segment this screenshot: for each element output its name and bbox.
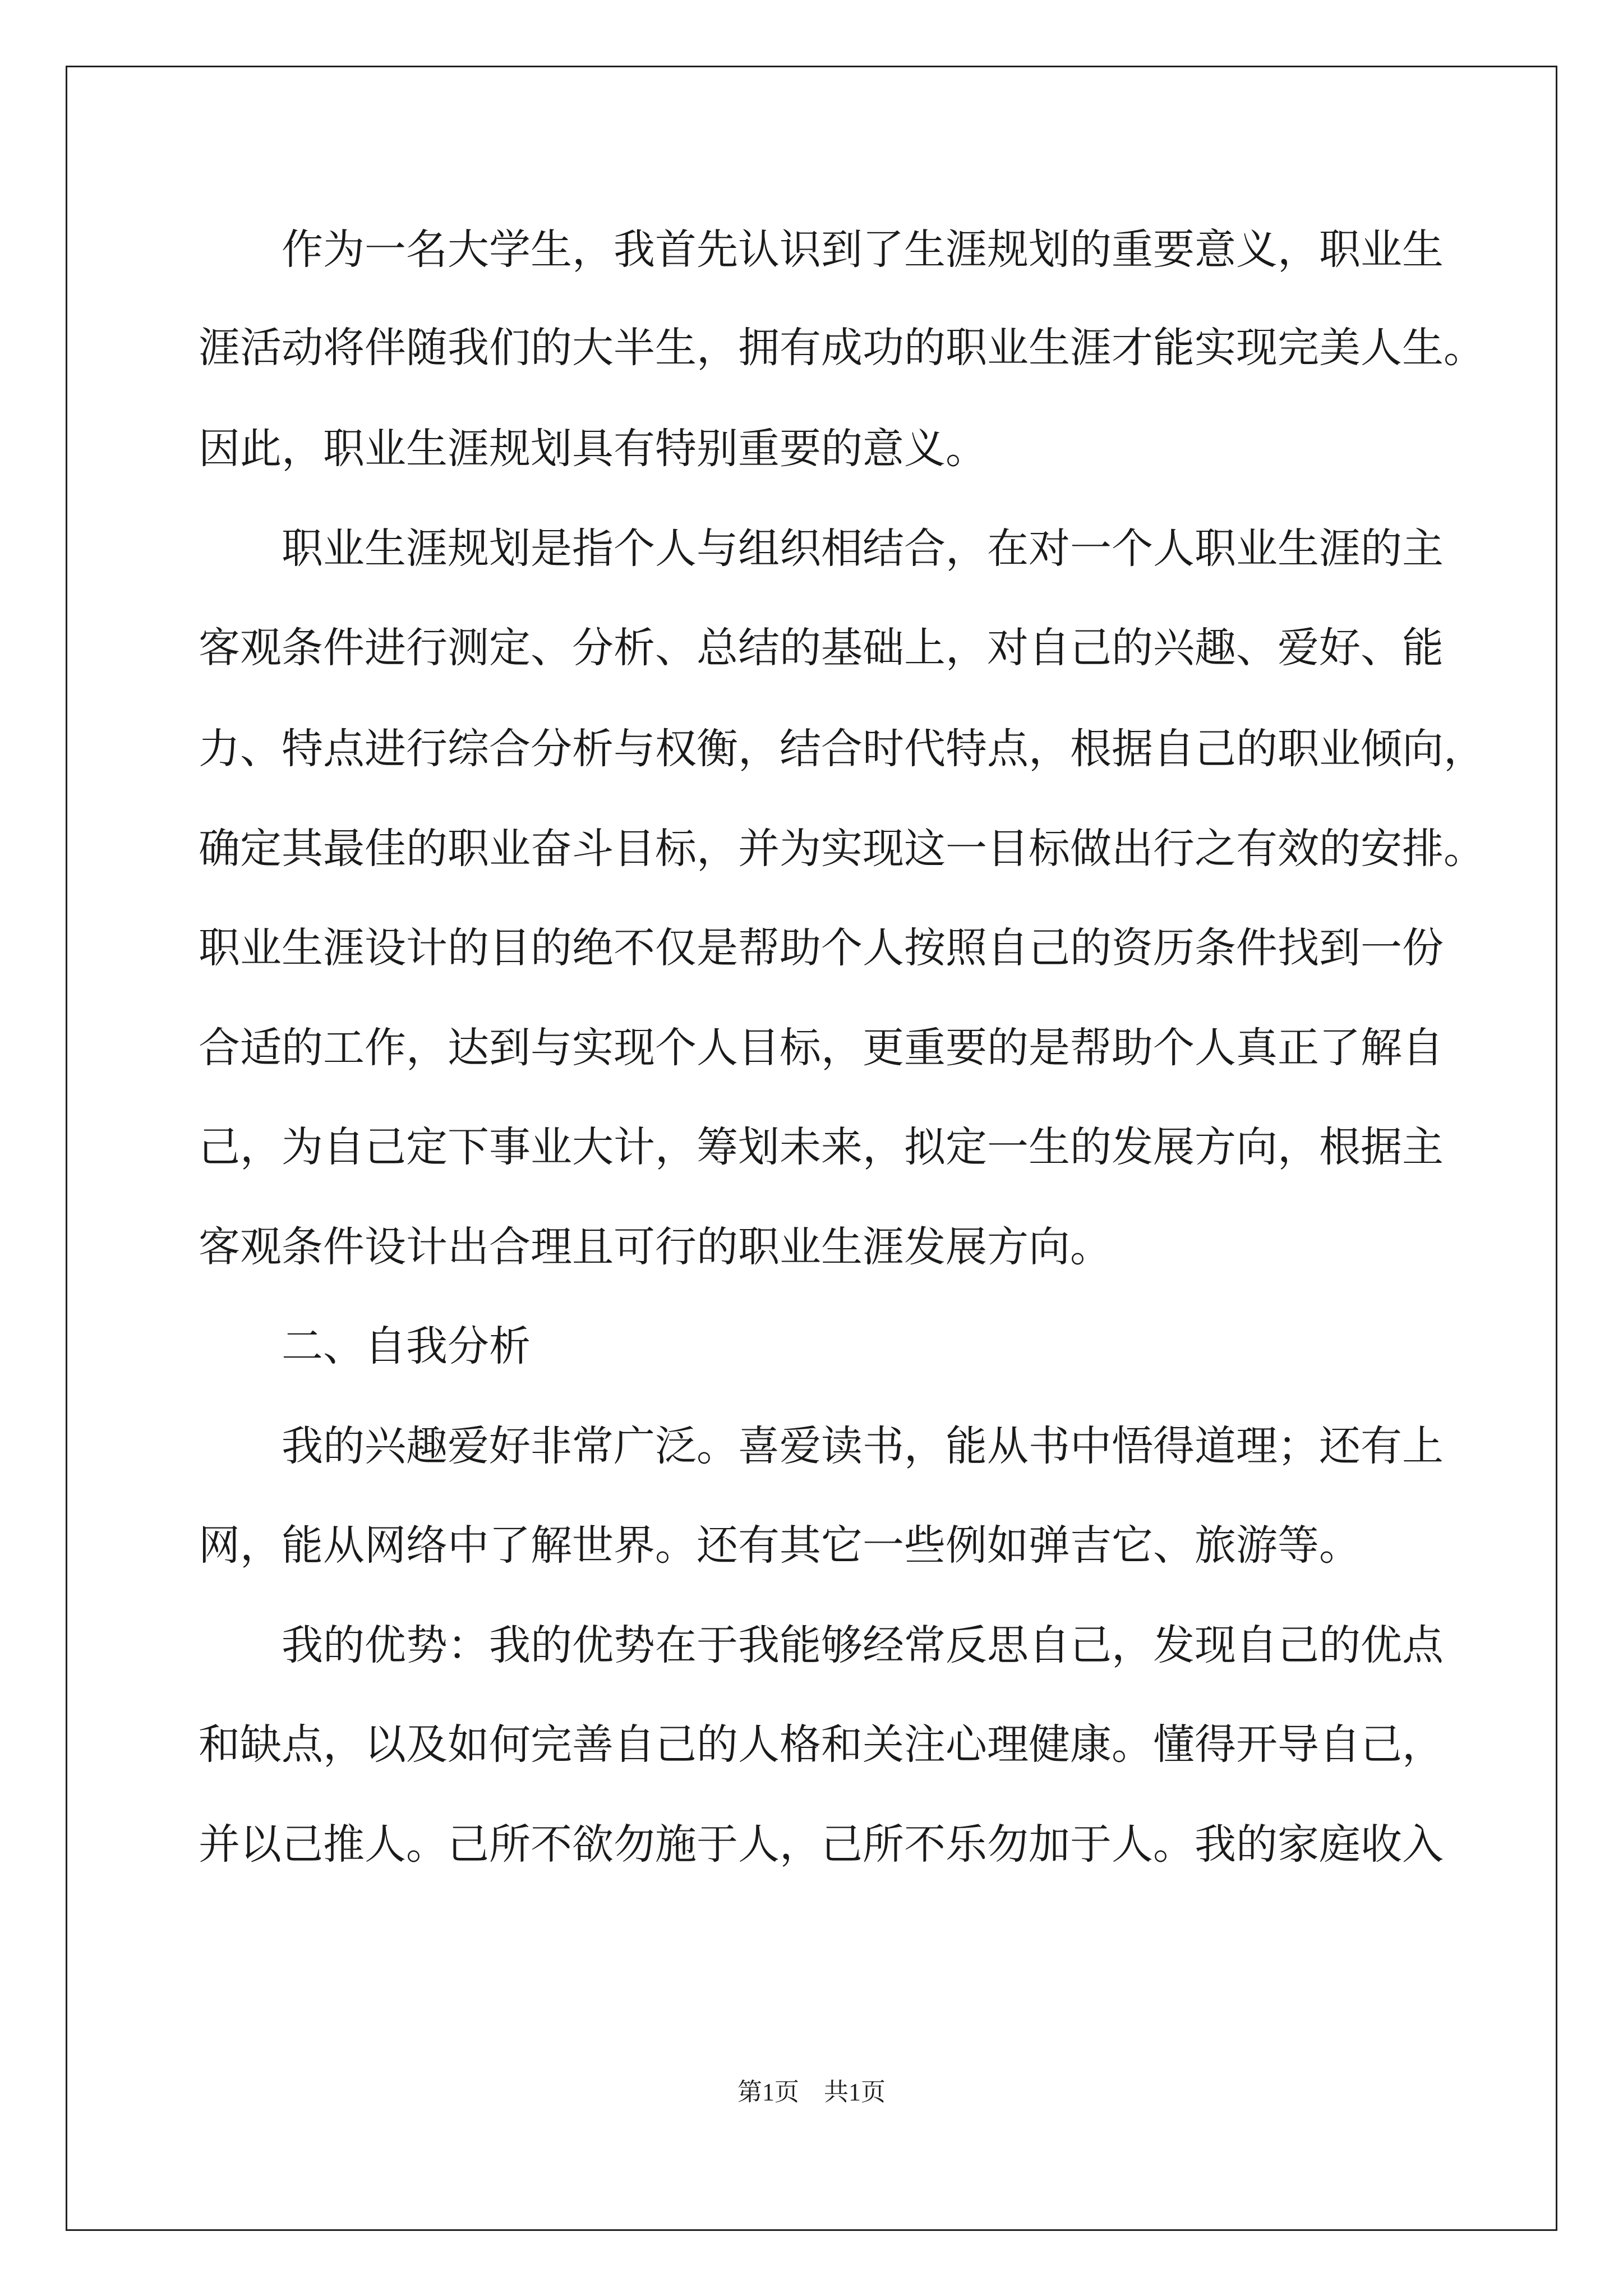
paragraph-2-line-4: 确定其最佳的职业奋斗目标，并为实现这一目标做出行之有效的安排。 <box>199 825 1485 873</box>
paragraph-2-line-7: 己，为自己定下事业大计，筹划未来，拟定一生的发展方向，根据主 <box>199 1123 1444 1171</box>
page-footer: 第1页 共1页 <box>737 2078 886 2106</box>
paragraph-4-line-1: 我的优势：我的优势在于我能够经常反思自己，发现自己的优点 <box>282 1621 1444 1669</box>
paragraph-4-line-2: 和缺点，以及如何完善自己的人格和关注心理健康。懂得开导自己， <box>199 1720 1444 1769</box>
paragraph-2-line-2: 客观条件进行测定、分析、总结的基础上，对自己的兴趣、爱好、能 <box>199 624 1444 672</box>
paragraph-1-line-2: 涯活动将伴随我们的大半生，拥有成功的职业生涯才能实现完美人生。 <box>199 324 1485 372</box>
paragraph-3-line-1: 我的兴趣爱好非常广泛。喜爱读书，能从书中悟得道理；还有上 <box>282 1422 1444 1470</box>
paragraph-3-line-2: 网，能从网络中了解世界。还有其它一些例如弹吉它、旅游等。 <box>199 1521 1361 1570</box>
paragraph-2-line-5: 职业生涯设计的目的绝不仅是帮助个人按照自己的资历条件找到一份 <box>199 924 1444 972</box>
paragraph-2-line-8: 客观条件设计出合理且可行的职业生涯发展方向。 <box>199 1223 1112 1271</box>
paragraph-1-line-3: 因此，职业生涯规划具有特别重要的意义。 <box>199 425 987 473</box>
paragraph-2-line-1: 职业生涯规划是指个人与组织相结合，在对一个人职业生涯的主 <box>282 524 1444 573</box>
paragraph-2-line-6: 合适的工作，达到与实现个人目标，更重要的是帮助个人真正了解自 <box>199 1024 1444 1072</box>
paragraph-1-line-1: 作为一名大学生，我首先认识到了生涯规划的重要意义，职业生 <box>282 226 1444 274</box>
paragraph-4-line-3: 并以己推人。己所不欲勿施于人，己所不乐勿加于人。我的家庭收入 <box>199 1820 1444 1869</box>
paragraph-2-line-3: 力、特点进行综合分析与权衡，结合时代特点，根据自己的职业倾向， <box>199 725 1485 773</box>
section-heading: 二、自我分析 <box>282 1322 531 1370</box>
